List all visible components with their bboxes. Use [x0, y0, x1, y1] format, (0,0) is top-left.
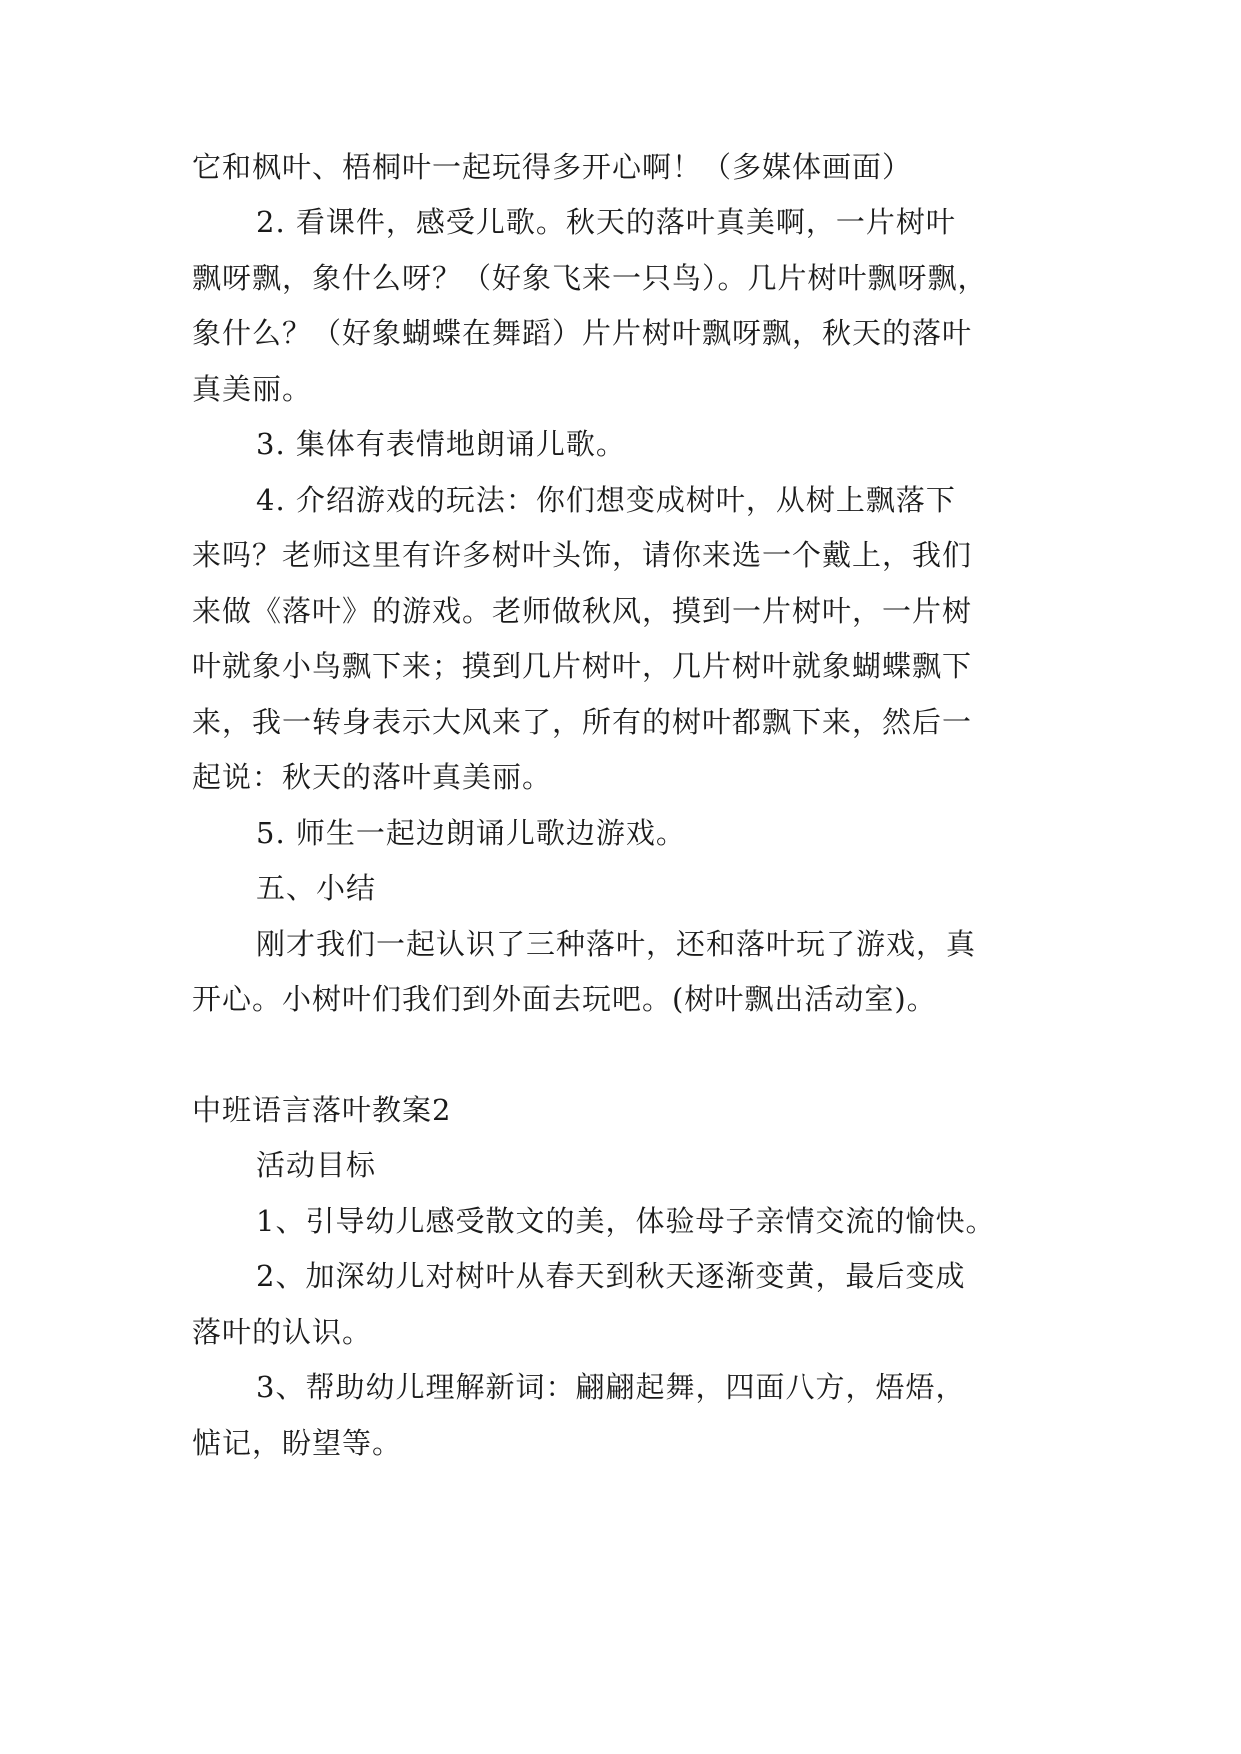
- text-line: 刚才我们一起认识了三种落叶，还和落叶玩了游戏，真: [256, 927, 977, 961]
- text-line: 它和枫叶、梧桐叶一起玩得多开心啊！（多媒体画面）: [192, 150, 913, 184]
- text-line: 叶就象小鸟飘下来；摸到几片树叶，几片树叶就象蝴蝶飘下: [192, 649, 973, 683]
- text-line: 3. 集体有表情地朗诵儿歌。: [256, 427, 626, 461]
- section-heading: 活动目标: [256, 1148, 377, 1182]
- text-line: 2. 看课件，感受儿歌。秋天的落叶真美啊，一片树叶: [256, 205, 956, 239]
- text-line: 开心。小树叶们我们到外面去玩吧。(树叶飘出活动室)。: [192, 982, 937, 1016]
- text-line: 象什么？（好象蝴蝶在舞蹈）片片树叶飘呀飘，秋天的落叶: [192, 316, 973, 350]
- document-title: 中班语言落叶教案2: [192, 1093, 452, 1127]
- text-line: 来，我一转身表示大风来了，所有的树叶都飘下来，然后一: [192, 705, 973, 739]
- text-line: 落叶的认识。: [192, 1315, 373, 1349]
- text-line: 来做《落叶》的游戏。老师做秋风，摸到一片树叶，一片树: [192, 594, 973, 628]
- text-line: 来吗？老师这里有许多树叶头饰，请你来选一个戴上，我们: [192, 538, 973, 572]
- section-heading: 五、小结: [256, 871, 377, 905]
- text-line: 3、帮助幼儿理解新词：翩翩起舞，四面八方，焐焐，: [256, 1370, 966, 1404]
- text-line: 起说：秋天的落叶真美丽。: [192, 760, 553, 794]
- text-line: 1、引导幼儿感受散文的美，体验母子亲情交流的愉快。: [256, 1204, 996, 1238]
- text-line: 5. 师生一起边朗诵儿歌边游戏。: [256, 816, 686, 850]
- text-line: 惦记，盼望等。: [192, 1426, 403, 1460]
- text-line: 真美丽。: [192, 372, 313, 406]
- text-line: 飘呀飘，象什么呀？（好象飞来一只鸟）。几片树叶飘呀飘，: [192, 261, 988, 295]
- text-line: 4. 介绍游戏的玩法：你们想变成树叶，从树上飘落下: [256, 483, 956, 517]
- text-line: 2、加深幼儿对树叶从春天到秋天逐渐变黄，最后变成: [256, 1259, 966, 1293]
